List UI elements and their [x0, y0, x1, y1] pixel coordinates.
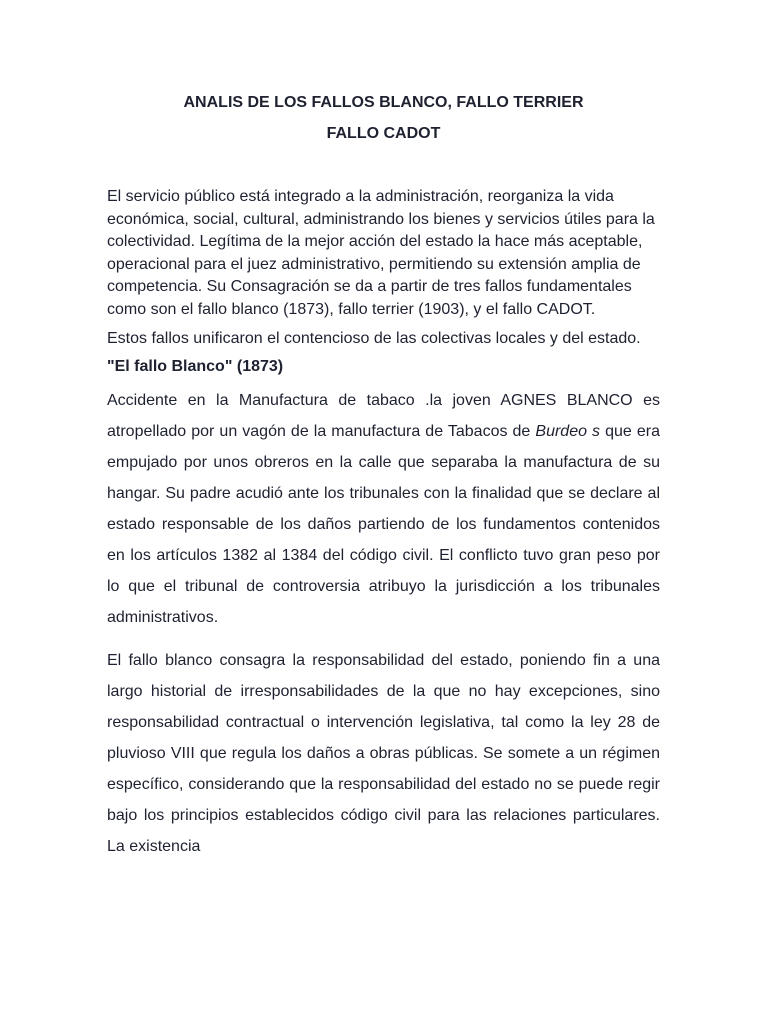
fallo-blanco-text-part-2: que era empujado por unos obreros en la calle que separaba la manufactura de su hangar. Su padre acudió ante los tribunales con la finalidad que se declare al estado responsable de los daños partiendo de los fundamentos contenidos en los artículos 1382 al 1384 del código civil. El conflicto tuvo gran peso por lo que el tribunal de controversia atribuyo la jurisdicción a los tribunales administrativos. — [107, 423, 660, 627]
second-paragraph: Estos fallos unificaron el contencioso de las colectivas locales y del estado. — [107, 329, 641, 347]
intro-paragraph: El servicio público está integrado a la administración, reorganiza la vida económica, social, cultural, administrando los bienes y servicios útiles para la colectividad. Legítima de la mejor acción del estado la hace más aceptable, operacional para el juez administrativo, permitiendo su extensión amplia de competencia. Su Consagración se da a partir de tres fallos fundamentales como son el fallo blanco (1873), fallo terrier (1903), y el fallo CADOT. — [107, 188, 655, 318]
section-heading-fallo-blanco: "El fallo Blanco" (1873) — [107, 358, 284, 376]
fallo-blanco-text-part-1: Accidente en la Manufactura de tabaco .la joven AGNES BLANCO es atropellado por un vagón de la manufactura de Tabacos de — [107, 392, 660, 441]
consequence-paragraph: El fallo blanco consagra la responsabilidad del estado, poniendo fin a una largo historial de irresponsabilidades de la que no hay excepciones, sino responsabilidad contractual o intervención legislativa, tal como la ley 28 de pluvioso VIII que regula los daños a obras públicas. Se somete a un régimen específico, considerando que la responsabilidad del estado no se puede regir bajo los principios establecidos código civil para las relaciones particulares. La existencia — [107, 652, 660, 856]
fallo-blanco-paragraph — [107, 385, 660, 633]
fallo-blanco-italic-place: Burdeo s — [535, 423, 601, 441]
document-title-line-1: ANALIS DE LOS FALLOS BLANCO, FALLO TERRIER — [183, 94, 584, 111]
document-title-line-2: FALLO CADOT — [326, 125, 441, 142]
document-page — [107, 90, 660, 862]
